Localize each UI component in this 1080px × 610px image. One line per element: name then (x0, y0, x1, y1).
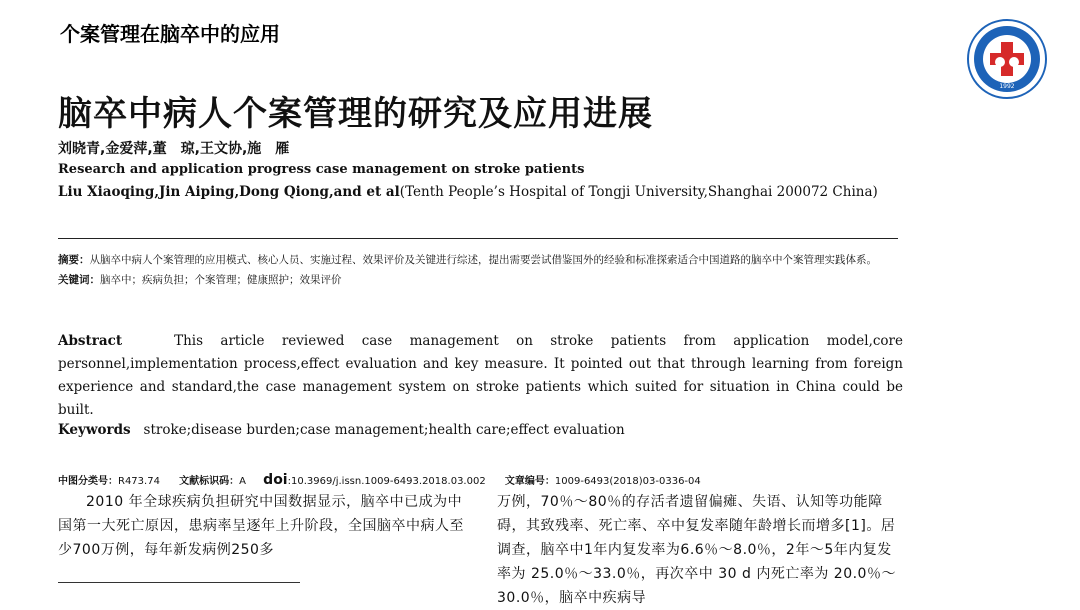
slide-title: 个案管理在脑卒中的应用 (60, 22, 280, 46)
classification-line (58, 472, 908, 488)
abstract-cn-label: 摘要： (58, 254, 90, 266)
authors-affiliation-en (58, 181, 908, 203)
article-no-value: 1009-6493(2018)03-0336-04 (554, 476, 701, 487)
paper-title-en: Research and application progress case management on stroke patients (58, 162, 585, 177)
doi-value: :10.3969/j.issn.1009-6493.2018.03.002 (287, 476, 486, 487)
body-column-right (497, 490, 905, 610)
article-no-label: 文章编号： (504, 476, 555, 487)
keywords-cn-text: 脑卒中；疾病负担；个案管理；健康照护；效果评价 (100, 274, 342, 286)
abstract-en-text: This article reviewed case management on stroke patients from application model,core personnel,implementation process,effect evaluation and key measure. It pointed out that through learning from foreign experience and standard,the case management system on stroke patients which suited for situation in China could be built. (58, 333, 904, 418)
doc-code-label: 文献标识码： (179, 476, 240, 487)
paper-header (58, 92, 918, 203)
doi-label: doi (263, 472, 288, 488)
divider-top (58, 238, 898, 239)
authors-cn: 刘晓青,金爱萍,董 琼,王文协,施 雁 (58, 141, 290, 157)
classification-value: R473.74 (118, 476, 160, 487)
logo-year: 1992 (999, 83, 1015, 90)
keywords-en-text: stroke;disease burden;case management;health care;effect evaluation (143, 422, 625, 438)
abstract-en (58, 330, 903, 422)
doc-code-value: A (239, 476, 246, 487)
abstract-cn-block (58, 250, 903, 290)
footnote-divider (58, 582, 300, 583)
abstract-cn-text: 从脑卒中病人个案管理的应用模式、核心人员、实施过程、效果评价及关键进行综述，提出需要尝试借鉴国外的经验和标准探索适合中国道路的脑卒中个案管理实践体系。 (89, 254, 877, 266)
classification-label: 中图分类号： (58, 476, 118, 487)
body-text-left: 2010 年全球疾病负担研究中国数据显示，脑卒中已成为中国第一大死亡原因，患病率呈逐年上升阶段，全国脑卒中病人至少700万例，每年新发病例250多 (58, 494, 464, 558)
abstract-cn (58, 250, 903, 270)
authors-en: Liu Xiaoqing,Jin Aiping,Dong Qiong,and et al (58, 184, 400, 200)
keywords-en (58, 422, 903, 438)
keywords-cn (58, 270, 903, 290)
body-text-right: 万例，70％～80％的存活者遗留偏瘫、失语、认知等功能障碍，其致残率、死亡率、卒中复发率随年龄增长而增多[1]。居调查，脑卒中1年内复发率为6.6％～8.0％，2年～5年内复发率为 25.0％～33.0％，再次卒中 30 d 内死亡率为 20.0％～30.0％，脑卒中疾病导 (497, 494, 896, 606)
body-column-left (58, 490, 466, 562)
abstract-en-label: Abstract (58, 333, 123, 349)
paper-title: 脑卒中病人个案管理的研究及应用进展 (58, 94, 653, 134)
keywords-en-label: Keywords (58, 422, 131, 438)
hospital-seal-icon (966, 18, 1048, 100)
keywords-cn-label: 关键词： (58, 274, 100, 286)
hospital-logo (966, 18, 1048, 100)
affiliation-en: (Tenth People’s Hospital of Tongji University,Shanghai 200072 China) (399, 184, 878, 200)
